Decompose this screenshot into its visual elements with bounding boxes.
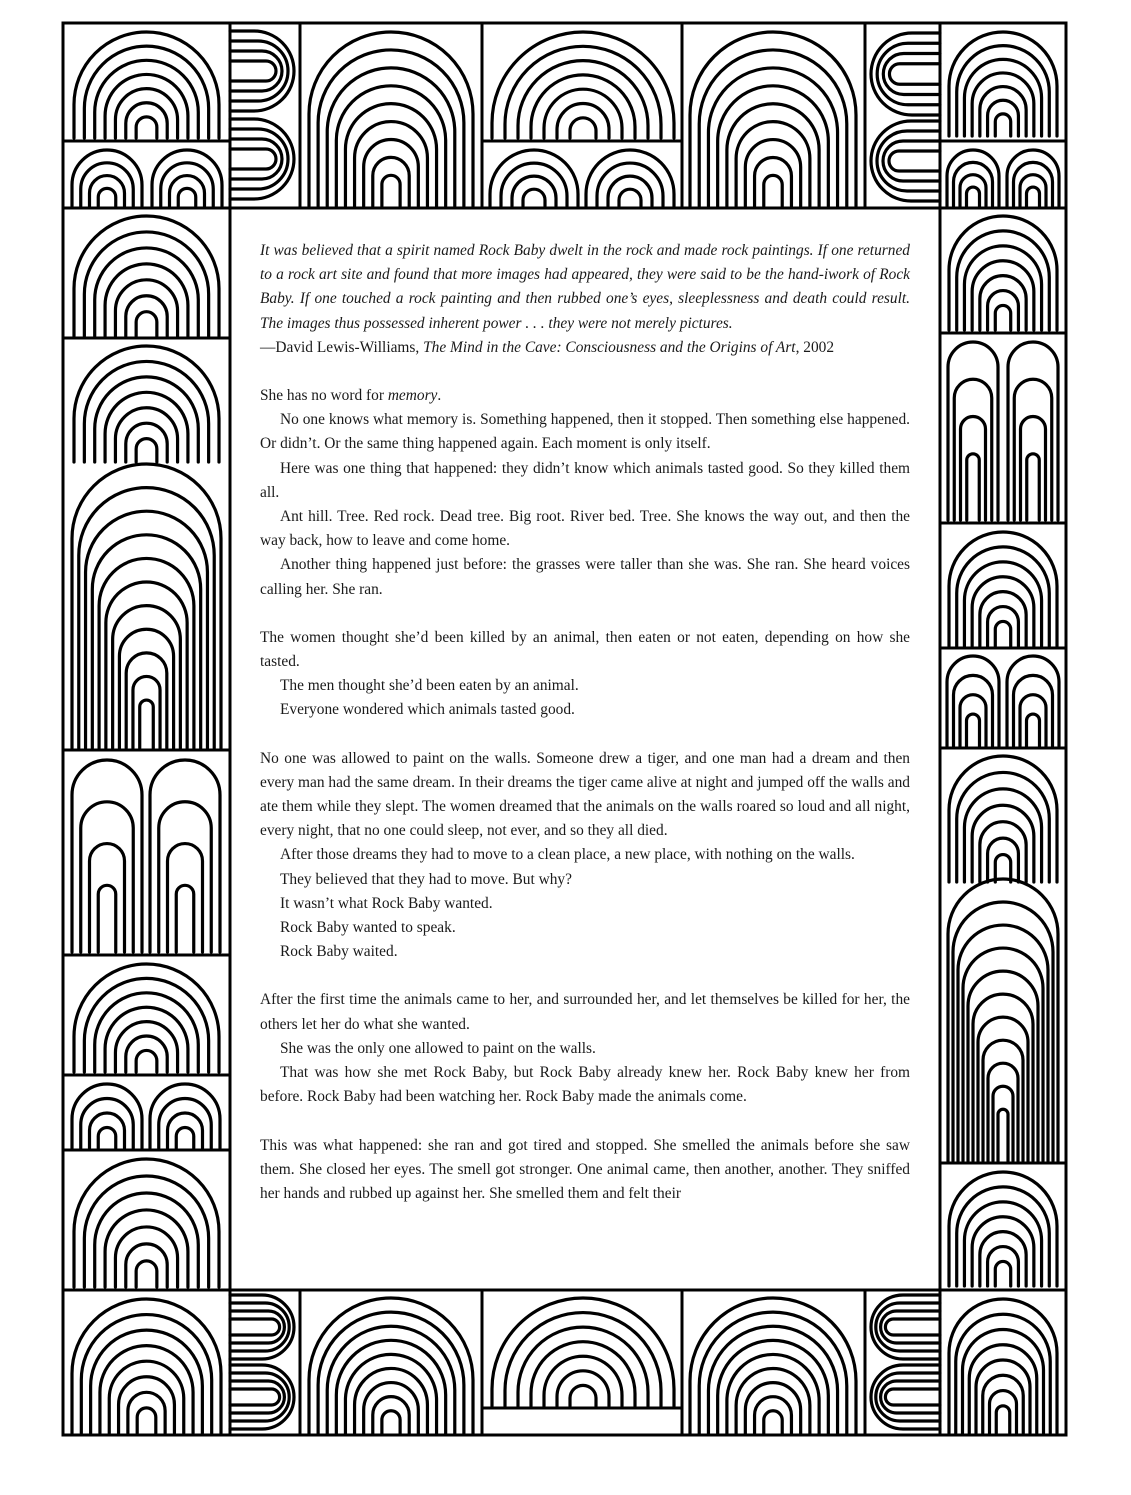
arch-stroke: [995, 621, 1010, 646]
arch-stroke: [988, 100, 1019, 136]
epigraph: [260, 239, 910, 360]
arch-motif: [948, 879, 1058, 1161]
paragraph: She has no word for memory.: [260, 387, 442, 405]
arch-motif: [74, 216, 219, 336]
arch-stroke: [736, 122, 810, 206]
arch-stroke: [490, 150, 578, 206]
arch-motif: [492, 32, 674, 138]
arch-stroke: [967, 454, 980, 520]
arch-stroke: [967, 187, 980, 206]
arch-stroke: [727, 1354, 819, 1434]
tile-outline: [940, 1163, 1066, 1290]
arch-stroke: [230, 149, 276, 169]
arch-stroke: [126, 296, 167, 336]
arch-stroke: [608, 176, 652, 206]
arch-stroke: [619, 189, 641, 206]
arch-stroke: [92, 535, 200, 748]
arch-stroke: [988, 607, 1019, 646]
arch-stroke: [126, 423, 167, 462]
section-5: [260, 1134, 910, 1207]
arch-motif: [949, 1172, 1057, 1286]
arch-stroke: [126, 1036, 167, 1072]
paragraph: No one knows what memory is. Something happened, then it stopped. Then something else happened. Or didn’t. Or the same thing happened again. Each moment is only itself.: [260, 411, 910, 453]
tile-outline: [482, 1290, 682, 1408]
arch-stroke: [373, 157, 409, 206]
paragraph: Everyone wondered which animals tasted good.: [280, 701, 575, 719]
arch-stroke: [885, 1389, 940, 1405]
arch-motif: [1007, 656, 1059, 746]
paragraph: Ant hill. Tree. Red rock. Dead tree. Big root. River bed. Tree. She knows the way out, and then the way back, how to leave and come home.: [260, 508, 910, 550]
arch-stroke: [90, 176, 125, 206]
arch-stroke: [90, 1113, 125, 1148]
arch-stroke: [988, 838, 1019, 882]
arch-stroke: [382, 1411, 400, 1434]
arch-motif: [309, 1298, 473, 1434]
arch-motif: [690, 32, 856, 206]
arch-stroke: [881, 1381, 940, 1413]
arch-stroke: [95, 248, 199, 336]
arch-motif: [949, 32, 1057, 136]
arch-motif: [74, 1159, 219, 1287]
arch-stroke: [1027, 187, 1040, 206]
sideways-arch-motif: [230, 1365, 294, 1429]
arch-stroke: [990, 1391, 1017, 1433]
arch-stroke: [883, 141, 940, 181]
arch-motif: [949, 1299, 1057, 1433]
arch-stroke: [995, 305, 1010, 330]
arch-stroke: [309, 32, 473, 206]
arch-stroke: [150, 760, 220, 952]
arch-stroke: [996, 1406, 1010, 1433]
page-text: [260, 239, 910, 1206]
arch-stroke: [988, 291, 1019, 330]
paragraph: This was what happened: she ran and got tired and stopped. She smelled the animals before she saw them. She closed her eyes. The smell got stronger. One animal came, then another, another. They sniffed her hands and rubbed up against her. She smelled them and felt their: [260, 1136, 910, 1202]
arch-stroke: [993, 1086, 1013, 1161]
arch-stroke: [1021, 417, 1046, 520]
arch-stroke: [95, 1193, 199, 1287]
arch-stroke: [95, 993, 199, 1072]
arch-motif: [490, 150, 578, 206]
arch-motif: [949, 532, 1057, 646]
arch-stroke: [178, 188, 196, 206]
arch-stroke: [557, 1371, 609, 1406]
paragraph: No one was allowed to paint on the walls. Someone drew a tiger, and one man had a dream and then every man had the same dream. In their dreams the tiger came alive at night and jumped off the walls and ate them while they slept. The women dreamed that the animals on the walls roared so loud and all night, every night, that no one could sleep, not ever, and so they all died.: [260, 749, 910, 840]
epigraph-text: It was believed that a spirit named Rock Baby dwelt in the rock and made rock paintings. If one returned to a rock art site and found that more images had appeared, they were said to be the hand-iwork of Rock Baby. If one touched a rock painting and then rubbed one’s eyes, sleeplessness and death could result. The images thus possessed inherent power . . . they were not merely pictures.: [260, 242, 910, 332]
arch-stroke: [95, 377, 199, 462]
arch-motif: [72, 150, 142, 206]
arch-stroke: [1020, 695, 1046, 746]
arch-motif: [72, 464, 221, 748]
arch-motif: [74, 346, 219, 462]
arch-motif: [150, 1084, 220, 1148]
epigraph-attribution: —David Lewis-Williams, The Mind in the Cave: Consciousness and the Origins of Art, 2002: [260, 338, 835, 356]
arch-stroke: [557, 104, 609, 138]
arch-stroke: [95, 60, 199, 138]
arch-stroke: [964, 789, 1041, 882]
arch-stroke: [90, 844, 125, 952]
arch-stroke: [133, 676, 160, 748]
arch-stroke: [136, 117, 157, 138]
arch-motif: [1007, 150, 1059, 206]
section-1: [260, 384, 910, 602]
arch-motif: [74, 964, 219, 1072]
arch-stroke: [995, 114, 1010, 136]
tile-outline: [940, 1290, 1066, 1435]
paragraph: Rock Baby waited.: [280, 943, 398, 961]
arch-stroke: [230, 119, 294, 199]
sideways-arch-motif: [871, 121, 940, 201]
arch-stroke: [128, 1392, 165, 1433]
paragraph: The men thought she’d been eaten by an animal.: [280, 677, 579, 695]
arch-stroke: [136, 1050, 157, 1072]
arch-stroke: [949, 1299, 1057, 1433]
arch-stroke: [964, 1202, 1041, 1286]
section-4: [260, 988, 910, 1109]
sideways-arch-motif: [230, 1295, 294, 1359]
arch-stroke: [98, 188, 116, 206]
arch-motif: [150, 760, 220, 952]
paragraph: It wasn’t what Rock Baby wanted.: [280, 894, 493, 912]
section-2: [260, 626, 910, 723]
arch-stroke: [345, 104, 436, 206]
arch-motif: [152, 150, 222, 206]
arch-stroke: [355, 122, 428, 206]
arch-stroke: [98, 1127, 116, 1148]
paragraph: Rock Baby wanted to speak.: [280, 919, 456, 937]
arch-stroke: [889, 64, 940, 85]
arch-motif: [72, 760, 142, 952]
paragraph: She was the only one allowed to paint on the walls.: [280, 1039, 596, 1057]
arch-stroke: [230, 61, 276, 81]
arch-motif: [948, 342, 998, 520]
paragraph: Another thing happened just before: the grasses were taller than she was. She ran. She heard voices calling her. She ran.: [260, 556, 910, 598]
arch-stroke: [727, 104, 819, 206]
arch-stroke: [570, 118, 596, 138]
sideways-arch-motif: [871, 1365, 940, 1429]
paragraph: That was how she met Rock Baby, but Rock Baby already knew her. Rock Baby knew her from before. Rock Baby had been watching her. Rock Baby made the animals come.: [260, 1064, 910, 1106]
arch-stroke: [885, 1319, 940, 1335]
sideways-arch-motif: [871, 1295, 940, 1359]
arch-motif: [586, 150, 674, 206]
arch-stroke: [964, 59, 1041, 136]
arch-motif: [690, 1298, 856, 1434]
arch-stroke: [72, 760, 142, 952]
arch-stroke: [967, 714, 980, 746]
arch-motif: [492, 1298, 674, 1406]
arch-stroke: [98, 885, 116, 952]
arch-stroke: [960, 695, 986, 746]
sideways-arch-motif: [871, 33, 940, 115]
arch-stroke: [230, 1381, 284, 1413]
arch-stroke: [168, 844, 203, 952]
arch-stroke: [1027, 454, 1040, 520]
arch-stroke: [136, 312, 157, 336]
paragraph: After those dreams they had to move to a clean place, a new place, with nothing on the walls.: [280, 846, 855, 864]
arch-stroke: [1020, 175, 1046, 206]
arch-stroke: [309, 1298, 473, 1434]
arch-stroke: [964, 562, 1041, 646]
arch-stroke: [889, 151, 940, 171]
arch-stroke: [969, 1345, 1037, 1433]
arch-stroke: [881, 1311, 940, 1343]
arch-stroke: [136, 439, 157, 462]
arch-stroke: [137, 1408, 156, 1433]
sideways-arch-motif: [230, 31, 294, 111]
arch-motif: [74, 32, 219, 138]
tile-outline: [482, 23, 682, 141]
arch-stroke: [755, 1397, 792, 1434]
arch-motif: [949, 216, 1057, 330]
arch-stroke: [871, 33, 940, 115]
arch-stroke: [523, 189, 545, 206]
arch-stroke: [764, 1411, 782, 1434]
arch-stroke: [699, 50, 847, 206]
arch-stroke: [570, 1385, 596, 1406]
arch-motif: [1008, 342, 1058, 520]
arch-stroke: [230, 1389, 280, 1405]
paragraph: After the first time the animals came to her, and surrounded her, and let themselves be killed for her, the others let her do what she wanted.: [260, 991, 910, 1033]
arch-stroke: [230, 1311, 284, 1343]
arch-stroke: [126, 103, 167, 138]
paragraph: The women thought she’d been killed by an animal, then eaten or not eaten, depending on how she tasted.: [260, 628, 910, 671]
arch-motif: [949, 756, 1057, 882]
arch-stroke: [998, 1109, 1008, 1161]
arch-stroke: [126, 1244, 167, 1287]
arch-stroke: [871, 121, 940, 201]
arch-stroke: [995, 1261, 1010, 1286]
arch-stroke: [531, 75, 635, 138]
arch-stroke: [586, 150, 674, 206]
tile-outline: [482, 1408, 682, 1435]
arch-stroke: [230, 31, 294, 111]
arch-stroke: [176, 1127, 194, 1148]
arch-stroke: [345, 1354, 436, 1434]
arch-stroke: [170, 176, 205, 206]
arch-stroke: [136, 1261, 157, 1287]
section-3: [260, 747, 910, 965]
arch-stroke: [230, 1319, 280, 1335]
sideways-arch-motif: [230, 119, 294, 199]
paragraph: They believed that they had to move. But why?: [280, 870, 572, 888]
book-title: The Mind in the Cave: Consciousness and the Origins of Art: [423, 338, 796, 356]
arch-stroke: [230, 139, 282, 179]
arch-stroke: [883, 54, 940, 95]
arch-stroke: [100, 1346, 193, 1433]
arch-stroke: [964, 246, 1041, 330]
arch-stroke: [988, 1247, 1019, 1286]
arch-motif: [947, 150, 999, 206]
arch-stroke: [140, 700, 154, 748]
arch-stroke: [963, 948, 1043, 1161]
arch-stroke: [531, 1342, 635, 1406]
arch-stroke: [318, 50, 464, 206]
arch-stroke: [230, 51, 282, 91]
arch-stroke: [373, 1397, 409, 1434]
arch-stroke: [755, 157, 792, 206]
arch-stroke: [176, 885, 194, 952]
arch-stroke: [764, 175, 782, 206]
arch-motif: [947, 656, 999, 746]
arch-stroke: [960, 175, 986, 206]
arch-stroke: [1027, 714, 1040, 746]
arch-stroke: [690, 32, 856, 206]
arch-motif: [72, 1299, 221, 1433]
tile-outline: [63, 23, 230, 141]
arch-stroke: [168, 1113, 203, 1148]
arch-motif: [309, 32, 473, 206]
arch-stroke: [382, 175, 400, 206]
arch-stroke: [512, 176, 556, 206]
tile-outline: [940, 208, 1066, 333]
arch-motif: [72, 1084, 142, 1148]
paragraph: Here was one thing that happened: they didn’t know which animals tasted good. So they killed them all.: [260, 459, 910, 501]
arch-stroke: [961, 417, 986, 520]
